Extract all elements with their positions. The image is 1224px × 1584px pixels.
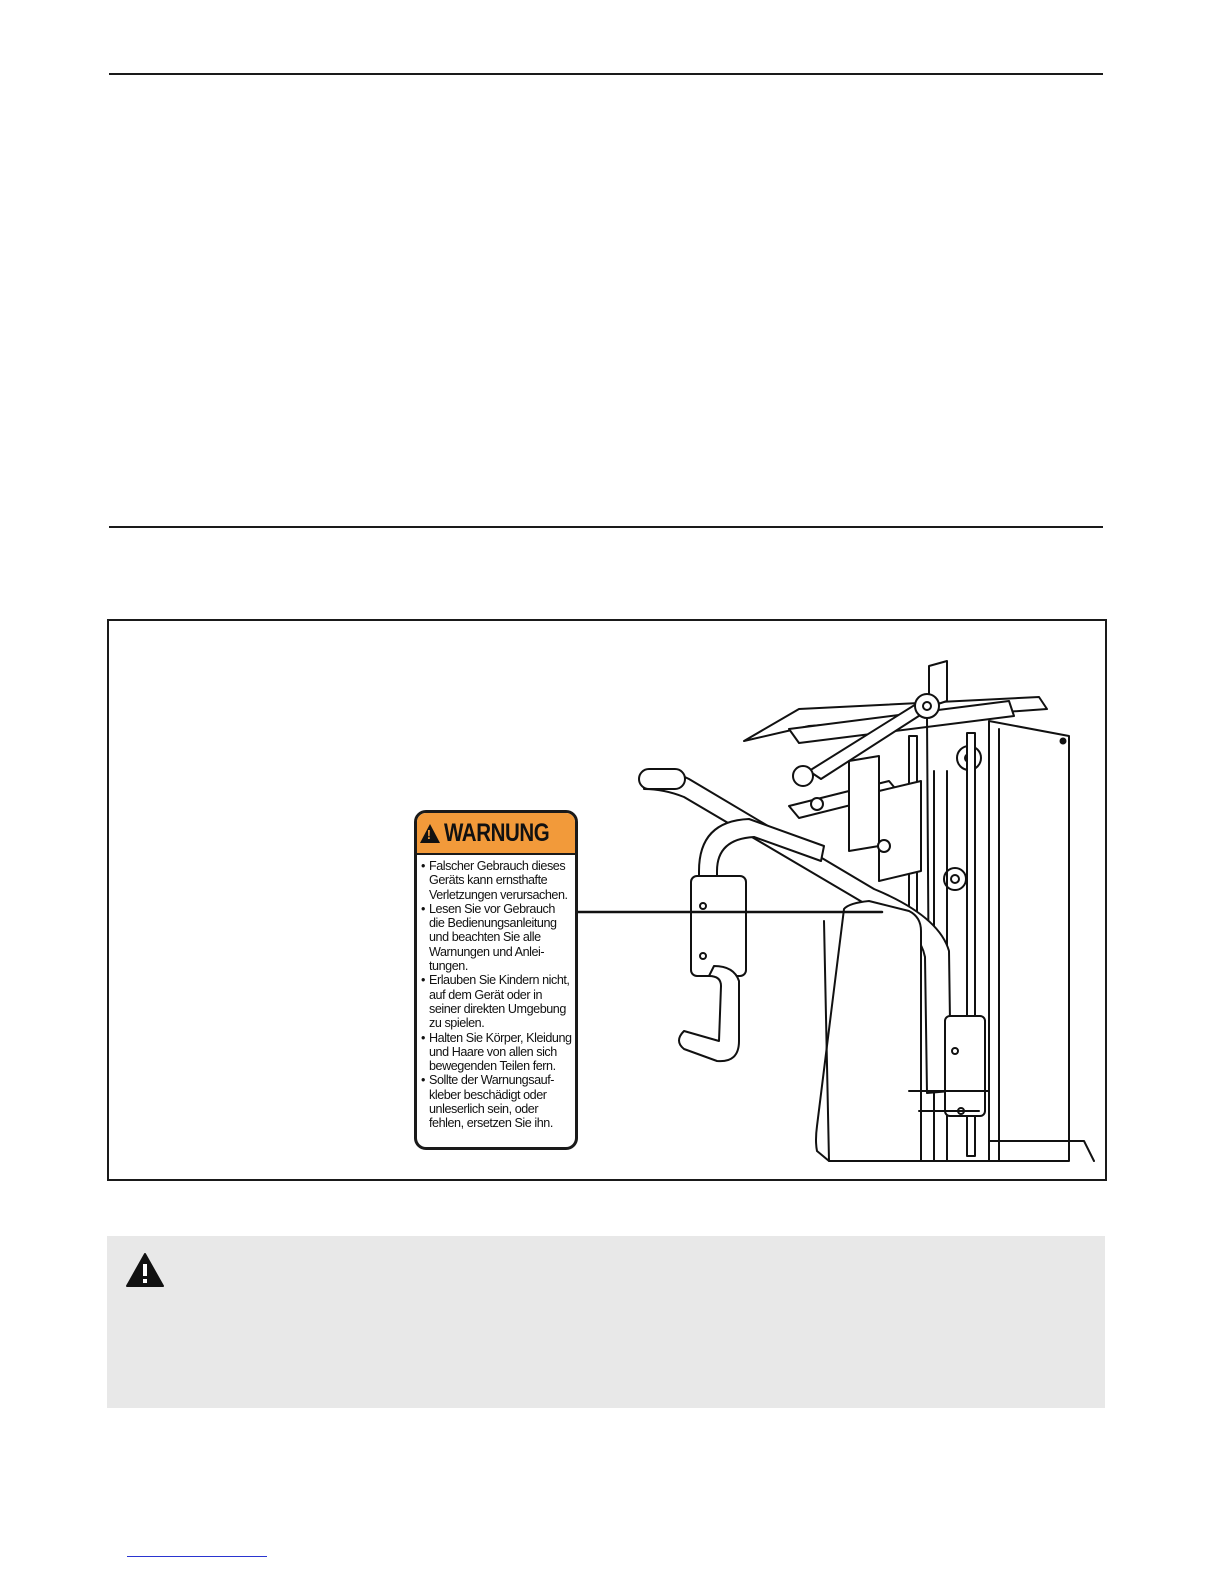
carriage bbox=[879, 781, 921, 881]
warning-label-item: • Lesen Sie vor Gebrauch die Bedienungsanleitung und beachten Sie alle Warnungen und Anlei-tungen. bbox=[421, 902, 572, 973]
pec-handle bbox=[679, 966, 739, 1061]
pulley bbox=[793, 766, 813, 786]
warning-label-item: • Halten Sie Körper, Kleidung und Haare von allen sich bewegenden Teilen fern. bbox=[421, 1031, 572, 1074]
middle-divider bbox=[109, 526, 1103, 528]
warning-label-item: • Falscher Gebrauch dieses Geräts kann ernsthafte Verletzungen verursachen. bbox=[421, 859, 572, 902]
footer-link-underline bbox=[127, 1556, 267, 1557]
back-pad bbox=[816, 901, 921, 1161]
arm-pad bbox=[945, 1016, 985, 1116]
figure-box bbox=[107, 619, 1107, 1181]
caution-panel bbox=[107, 1236, 1105, 1408]
warning-triangle-icon bbox=[125, 1252, 165, 1288]
warning-label-list bbox=[417, 855, 575, 1131]
weight-stack-shroud bbox=[989, 721, 1069, 1161]
pulley bbox=[915, 694, 939, 718]
arm-pad bbox=[691, 876, 746, 976]
handle-grip bbox=[639, 769, 685, 789]
warning-label-title: WARNUNG bbox=[443, 818, 550, 847]
warning-triangle-icon bbox=[420, 824, 440, 843]
warning-label bbox=[414, 810, 578, 1150]
warning-label-header bbox=[417, 813, 575, 855]
home-gym-illustration bbox=[109, 621, 1105, 1179]
bolt bbox=[1061, 739, 1066, 744]
warning-label-item: • Erlauben Sie Kindern nicht, auf dem Gerät oder in seiner direkten Umgebung zu spielen. bbox=[421, 973, 572, 1030]
warning-label-item: • Sollte der Warnungsauf-kleber beschädigt oder unleserlich sein, oder fehlen, ersetzen Sie ihn. bbox=[421, 1073, 572, 1130]
carriage-block bbox=[849, 756, 879, 851]
knob bbox=[811, 798, 823, 810]
knob bbox=[878, 840, 890, 852]
top-divider bbox=[109, 73, 1103, 75]
